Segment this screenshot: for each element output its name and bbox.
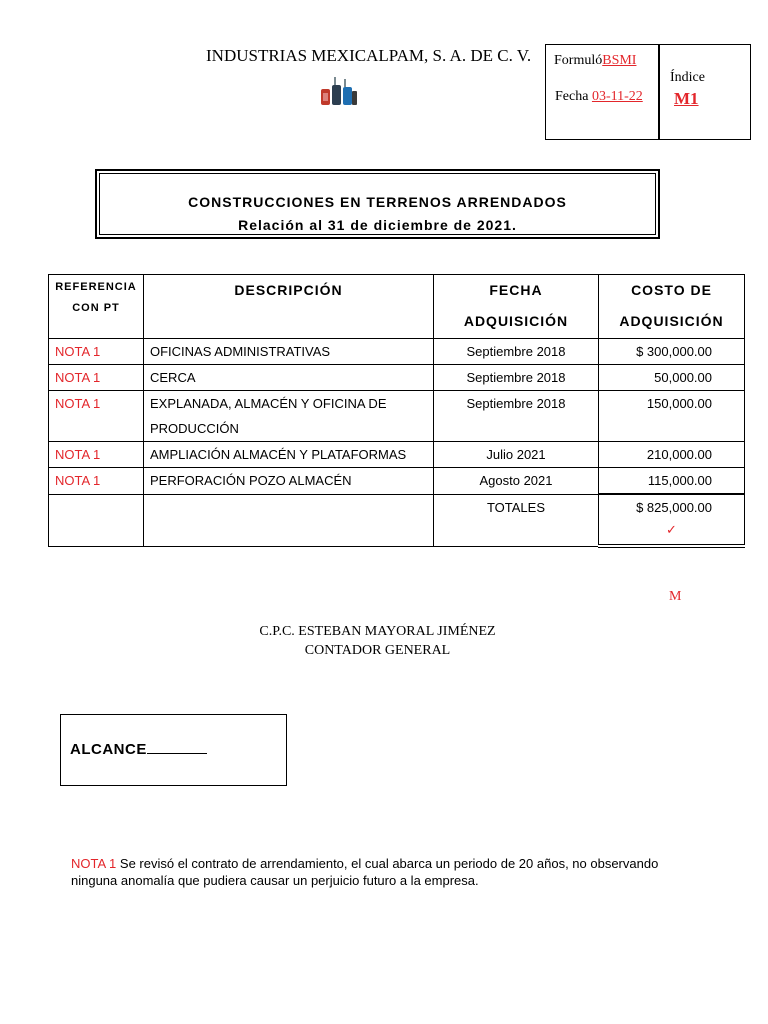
header-descripcion	[144, 275, 434, 339]
totals-label: TOTALES	[434, 494, 599, 546]
row-desc: EXPLANADA, ALMACÉN Y OFICINA DE PRODUCCIÓN	[144, 391, 434, 442]
alcance-label: ALCANCE	[70, 741, 147, 758]
signer-role: CONTADOR GENERAL	[304, 643, 451, 658]
fecha-line	[555, 89, 643, 105]
row-date: Agosto 2021	[434, 468, 599, 495]
row-ref: NOTA 1	[49, 339, 144, 365]
header-costo	[599, 275, 745, 339]
alcance-box	[60, 714, 287, 786]
row-ref: NOTA 1	[49, 391, 144, 442]
footnote-label: NOTA 1	[71, 856, 117, 871]
totals-empty-ref	[49, 494, 144, 546]
header-fecha-line1: FECHA	[489, 282, 543, 298]
alcance-blank-line	[147, 753, 207, 754]
row-desc: PERFORACIÓN POZO ALMACÉN	[144, 468, 434, 495]
formulo-label: Formuló	[554, 53, 603, 68]
row-date: Septiembre 2018	[434, 339, 599, 365]
company-name: INDUSTRIAS MEXICALPAM, S. A. DE C. V.	[206, 46, 532, 65]
table-header-row	[49, 275, 745, 339]
header-referencia	[49, 275, 144, 339]
row-cost: 210,000.00	[599, 442, 745, 468]
table-row	[49, 365, 745, 391]
totals-value: $ 825,000.00	[636, 500, 712, 515]
m-reference-mark: M	[669, 589, 682, 604]
row-desc: CERCA	[144, 365, 434, 391]
table-row	[49, 339, 745, 365]
header-fecha-line2: ADQUISICIÓN	[463, 313, 569, 329]
header-ref-line1: REFERENCIA	[55, 281, 137, 293]
footnote	[71, 855, 671, 889]
row-cost: 150,000.00	[599, 391, 745, 442]
alcance-field	[70, 741, 207, 758]
row-cost: 50,000.00	[599, 365, 745, 391]
header-desc-text: DESCRIPCIÓN	[234, 282, 343, 298]
report-title: CONSTRUCCIONES EN TERRENOS ARRENDADOS	[188, 194, 567, 210]
fecha-value: 03-11-22	[591, 89, 643, 104]
check-mark-icon: ✓	[666, 522, 677, 537]
row-cost: $ 300,000.00	[599, 339, 745, 365]
footnote-text: Se revisó el contrato de arrendamiento, el cual abarca un periodo de 20 años, no observando ninguna anomalía que pudiera causar un perjuicio futuro a la empresa.	[71, 856, 659, 888]
indice-box	[658, 44, 751, 140]
formulo-value: BSMI	[602, 53, 637, 68]
formulo-box	[545, 44, 659, 140]
row-ref: NOTA 1	[49, 442, 144, 468]
table-row	[49, 442, 745, 468]
lab-flask-logo-icon	[319, 75, 359, 107]
row-ref: NOTA 1	[49, 468, 144, 495]
row-desc: OFICINAS ADMINISTRATIVAS	[144, 339, 434, 365]
row-cost: 115,000.00	[599, 468, 745, 495]
row-date: Septiembre 2018	[434, 391, 599, 442]
title-box	[95, 169, 660, 239]
row-date: Septiembre 2018	[434, 365, 599, 391]
totals-empty-desc	[144, 494, 434, 546]
fecha-label: Fecha	[555, 89, 589, 104]
header-ref-line2: CON PT	[72, 302, 120, 314]
indice-value: M1	[674, 89, 699, 108]
signer-name: C.P.C. ESTEBAN MAYORAL JIMÉNEZ	[259, 624, 496, 639]
table-row	[49, 468, 745, 495]
assets-table	[48, 274, 745, 548]
table-row	[49, 391, 745, 442]
header-fecha	[434, 275, 599, 339]
row-desc: AMPLIACIÓN ALMACÉN Y PLATAFORMAS	[144, 442, 434, 468]
report-subtitle: Relación al 31 de diciembre de 2021.	[238, 217, 517, 233]
formulo-line	[554, 53, 636, 69]
header-costo-line1: COSTO DE	[631, 282, 712, 298]
totals-row	[49, 494, 745, 546]
row-ref: NOTA 1	[49, 365, 144, 391]
totals-cell	[599, 494, 745, 546]
indice-label: Índice	[670, 70, 705, 85]
header-costo-line2: ADQUISICIÓN	[619, 313, 724, 329]
row-date: Julio 2021	[434, 442, 599, 468]
